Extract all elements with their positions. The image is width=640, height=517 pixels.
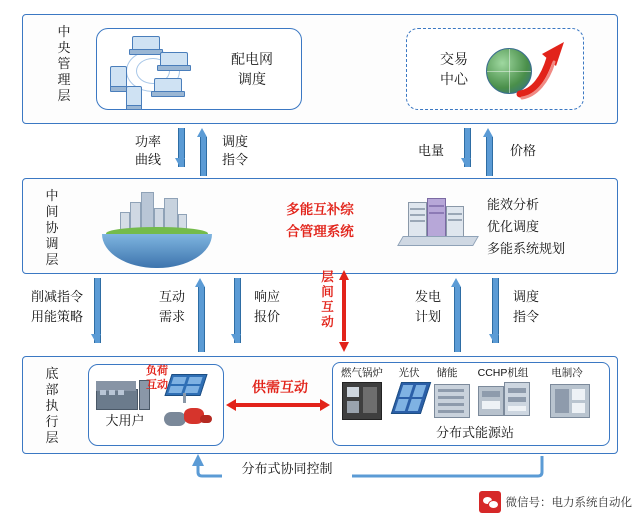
distribution-dispatch-label-line2: 调度 — [238, 71, 266, 87]
arrow-electric-quantity — [462, 128, 471, 176]
label-reduce-command-line1: 削减指令 — [30, 289, 83, 304]
center-system-title-line1: 多能互补综 — [286, 202, 354, 217]
server-rack-icon — [398, 196, 478, 252]
label-price: 价格 — [509, 143, 536, 158]
arrow-power-curve — [176, 128, 185, 176]
equipment-label-storage: 储能 — [436, 367, 458, 379]
label-response-quote-line1: 响应 — [253, 289, 280, 304]
label-power-curve-line2: 曲线 — [134, 152, 161, 167]
supply-demand-label: 供需互动 — [252, 379, 308, 395]
arrow-generation-plan — [452, 278, 461, 352]
efficiency-line-3: 多能系统规划 — [487, 241, 566, 256]
arrow-price — [484, 128, 493, 176]
arrow-response-quote — [232, 278, 241, 352]
label-generation-plan-line2: 计划 — [414, 309, 441, 324]
globe-growth-arrow-icon — [486, 32, 578, 106]
laptop-devices-network-icon — [104, 32, 200, 106]
city-island-icon — [102, 186, 212, 268]
efficiency-line-1: 能效分析 — [487, 197, 540, 212]
wechat-icon — [479, 491, 501, 513]
label-dispatch-command-line1: 调度 — [221, 134, 248, 149]
label-electric-quantity: 电量 — [417, 143, 444, 158]
label-reduce-command-line2: 用能策略 — [30, 309, 83, 324]
label-generation-plan-line1: 发电 — [414, 289, 441, 304]
supply-demand-arrow — [226, 398, 330, 412]
trading-center-label-line2: 中心 — [440, 71, 468, 87]
equipment-label-gas-boiler: 燃气锅炉 — [341, 367, 383, 379]
center-system-title-line2: 合管理系统 — [286, 224, 354, 239]
trading-center-label-line1: 交易 — [440, 51, 468, 67]
efficiency-line-2: 优化调度 — [487, 219, 540, 234]
energy-storage-icon — [432, 380, 470, 420]
load-interaction-line1: 负荷 — [146, 365, 168, 377]
label-dispatch-command-line2: 指令 — [221, 152, 248, 167]
footer-text: 微信号：电力系统自动化 — [505, 497, 632, 509]
top-layer-title: 中 央 管 理 层 — [57, 24, 71, 103]
arrow-reduce-command — [92, 278, 101, 352]
footer-badge — [479, 491, 633, 513]
arrow-dispatch-command-2 — [490, 278, 499, 352]
pv-panel-icon — [394, 380, 428, 420]
equipment-label-cchp: CCHP机组 — [477, 367, 529, 379]
label-response-quote-line2: 报价 — [253, 309, 280, 324]
equipment-label-pv: 光伏 — [398, 367, 420, 379]
label-power-curve-line1: 功率 — [134, 134, 161, 149]
label-interaction-demand-line1: 互动 — [158, 289, 185, 304]
electric-chiller-icon — [548, 380, 592, 420]
distributed-energy-station-label: 分布式能源站 — [435, 425, 514, 440]
distributed-coordination-label: 分布式协同控制 — [222, 460, 352, 478]
equipment-label-electric-chiller: 电制冷 — [551, 367, 583, 379]
gas-boiler-icon — [340, 380, 384, 420]
distribution-dispatch-label-line1: 配电网 — [231, 51, 273, 67]
load-interaction-line2: 互动 — [146, 379, 168, 391]
label-interaction-demand-line2: 需求 — [158, 309, 185, 324]
cchp-unit-icon — [476, 380, 532, 420]
label-dispatch-command-2-line1: 调度 — [512, 289, 539, 304]
inter-layer-interaction-group — [318, 262, 354, 358]
middle-layer-title: 中 间 协 调 层 — [45, 188, 59, 267]
bottom-layer-title: 底 部 执 行 层 — [45, 366, 59, 445]
energy-device-icon — [160, 404, 216, 430]
label-dispatch-command-2-line2: 指令 — [512, 309, 539, 324]
label-inter-layer-interaction: 层 间 互 动 — [321, 270, 334, 329]
arrow-dispatch-command — [198, 128, 207, 176]
arrow-interaction-demand — [196, 278, 205, 352]
big-user-label: 大用户 — [105, 413, 145, 428]
